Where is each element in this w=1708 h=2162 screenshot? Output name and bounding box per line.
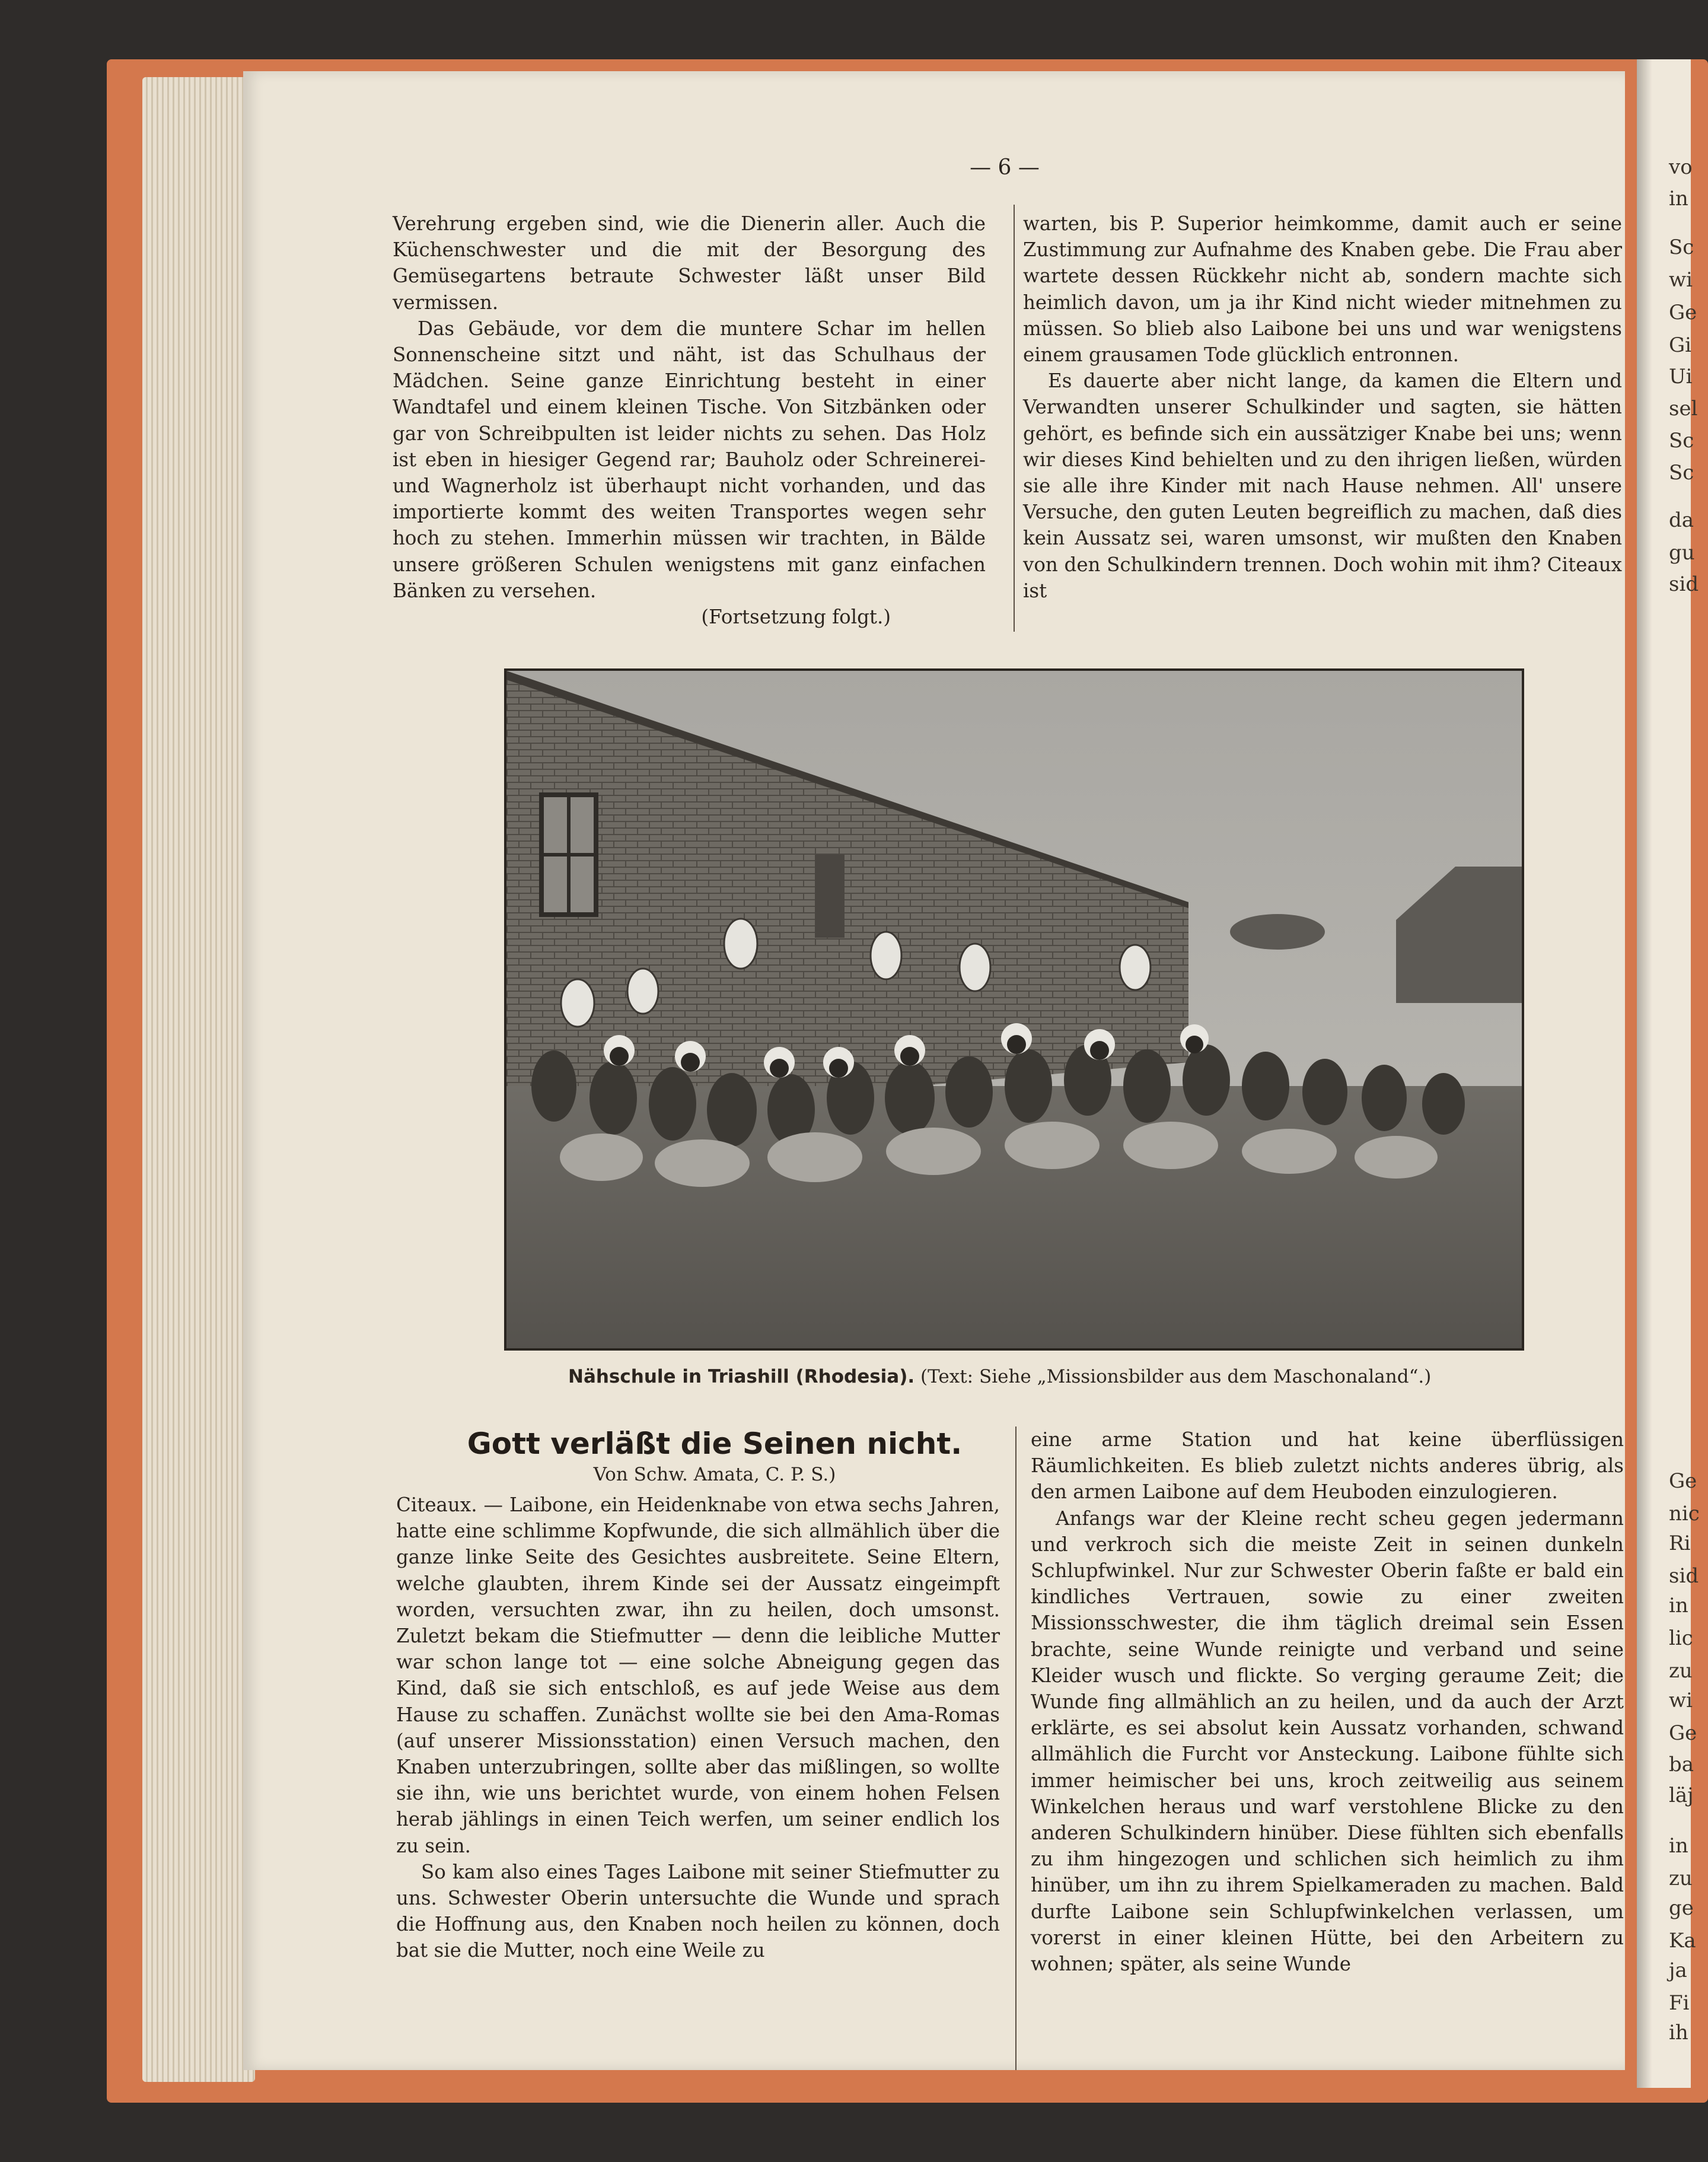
next-page-fragment: in — [1669, 1834, 1688, 1858]
paragraph: Verehrung ergeben sind, wie die Dienerin aller. Auch die Küchenschwester und die mit der Besorgung des Gemüsegartens betraute Schwester läßt unser Bild vermissen. — [393, 212, 986, 314]
next-page-fragment: Gi — [1669, 333, 1692, 357]
next-page-fragment: in — [1669, 1594, 1688, 1617]
next-page-fragment: wi — [1669, 268, 1693, 292]
next-page-fragment: sel — [1669, 397, 1698, 421]
next-page-fragment: ih — [1669, 2021, 1688, 2045]
next-page-edge — [1637, 59, 1700, 2088]
paragraph: So kam also eines Tages Laibone mit seiner Stiefmutter zu uns. Schwester Oberin untersuchte die Wunde und sprach die Hoffnung aus, den Knaben noch heilen zu können, doch bat sie die Mutter, noch eine Weile zu — [396, 1860, 1000, 1962]
paragraph: Citeaux. — Laibone, ein Heidenknabe von etwa sechs Jahren, hatte eine schlimme Kopfwunde, die sich allmählich über die ganze linke Seite des Gesichtes ausbreitete. Seine Eltern, welche glaubten, ihrem Kinde sei der Aussatz eingeimpft worden, versuchten zwar, ihn zu heilen, doch umsonst. Zuletzt bekam die Stiefmutter — denn die leibliche Mutter war schon lange tot — eine solche Abneigung gegen das Kind, daß sie sich entschloß, es auf jede Weise aus dem Hause zu schaffen. Zunächst wollte sie bei den Ama-Romas (auf unserer Missionsstation) einen Versuch machen, den Knaben unterzubringen, sollte aber das mißlingen, so wollte sie ihn, wie uns berichtet wurde, von einem hohen Felsen herab jählings in einen Teich werfen, um seiner endlich los zu sein. — [396, 1494, 1000, 1857]
next-page-fragment: ge — [1669, 1896, 1694, 1920]
bottom-left-column — [396, 1492, 1000, 1964]
next-page-fragment: Sc — [1669, 461, 1694, 485]
next-page-fragment: Ri — [1669, 1531, 1691, 1555]
gutter-shadow — [1637, 59, 1652, 2088]
next-page-fragment: gu — [1669, 541, 1695, 565]
next-page-fragment: ja — [1669, 1959, 1687, 1982]
column-divider — [1015, 1427, 1016, 2070]
article-byline: Von Schw. Amata, C. P. S.) — [593, 1464, 836, 1485]
photo-sewing-school — [504, 668, 1524, 1351]
next-page-fragment: zu — [1669, 1867, 1693, 1890]
page-number: — 6 — — [970, 155, 1040, 180]
next-page-fragment: nic — [1669, 1502, 1700, 1526]
next-page-fragment: zu — [1669, 1659, 1693, 1683]
next-page-fragment: Fi — [1669, 1991, 1690, 2015]
next-page-fragment: Ge — [1669, 1469, 1697, 1493]
article-title: Gott verläßt die Seinen nicht. — [467, 1427, 963, 1461]
caption-reference: (Text: Siehe „Missionsbilder aus dem Maschonaland“.) — [920, 1366, 1432, 1387]
next-page-fragment: lic — [1669, 1626, 1693, 1650]
next-page-fragment: läj — [1669, 1784, 1694, 1807]
next-page-fragment: Sc — [1669, 235, 1694, 259]
next-page-fragment: Ui — [1669, 365, 1693, 389]
continuation-note: (Fortsetzung folgt.) — [701, 606, 891, 629]
next-page-fragment: sid — [1669, 572, 1699, 596]
next-page-fragment: wi — [1669, 1689, 1693, 1712]
paragraph: eine arme Station und hat keine überflüssigen Räumlichkeiten. Es blieb zuletzt nichts anderes übrig, als den armen Laibone auf dem Heuboden einzulogieren. — [1031, 1428, 1624, 1504]
next-page-fragment: Sc — [1669, 429, 1694, 453]
caption-title: Nähschule in Triashill (Rhodesia). — [568, 1366, 915, 1387]
bottom-right-column — [1031, 1427, 1624, 1977]
top-left-column — [393, 211, 986, 630]
paragraph: Anfangs war der Kleine recht scheu gegen jedermann und verkroch sich die meiste Zeit in seinen dunkeln Schlupfwinkel. Nur zur Schwester Oberin faßte er bald ein kindliches Vertrauen, sowie zu einer zweiten Missionsschwester, die ihm täglich dreimal sein Essen brachte, seine Wunde reinigte und verband und seine Kleider wusch und flickte. So verging geraume Zeit; die Wunde fing allmählich an zu heilen, und da auch der Arzt erklärte, es sei absolut kein Aussatz vorhanden, schwand allmählich die Furcht vor Ansteckung. Laibone fühlte sich immer heimischer bei uns, kroch zeitweilig aus seinem Winkelchen heraus und warf verstohlene Blicke zu den anderen Schulkindern hinüber. Diese fühlten sich ebenfalls zu ihm hingezogen und schlichen sich heimlich zu ihm hinüber, um ihn zu ihrem Spielkameraden zu machen. Bald durfte Laibone sein Schlupfwinkelchen verlassen, um vorerst in einer kleinen Hütte, bei den Arbeitern zu wohnen; später, als seine Wunde — [1031, 1507, 1624, 1976]
paragraph: Es dauerte aber nicht lange, da kamen die Eltern und Verwandten unserer Schulkinder und sagten, sie hätten gehört, es befinde sich ein aussätziger Knabe bei uns; wenn wir dieses Kind behielten und zu den ihrigen ließen, würden sie alle ihre Kinder mit nach Hause nehmen. All' unsere Versuche, den guten Leuten begreiflich zu machen, daß dies kein Aussatz sei, waren umsonst, wir mußten den Knaben von den Schulkindern trennen. Doch wohin mit ihm? Citeaux ist — [1023, 370, 1622, 602]
next-page-fragment: sid — [1669, 1564, 1699, 1588]
next-page-fragment: Ge — [1669, 301, 1697, 324]
next-page-fragment: da — [1669, 508, 1694, 532]
column-divider — [1014, 205, 1015, 632]
next-page-fragment: Ka — [1669, 1929, 1696, 1953]
next-page-fragment: Ge — [1669, 1721, 1697, 1745]
next-page-fragment: ba — [1669, 1753, 1694, 1776]
next-page-fragment: in — [1669, 187, 1688, 211]
photo-illustration — [506, 671, 1522, 1348]
photo-caption — [568, 1366, 1517, 1387]
top-right-column — [1023, 211, 1622, 604]
paragraph: Das Gebäude, vor dem die muntere Schar im hellen Sonnenscheine sitzt und näht, ist das Schulhaus der Mädchen. Seine ganze Einrichtung besteht in einer Wandtafel und einem kleinen Tische. Von Sitzbänken oder gar von Schreibpulten ist leider nichts zu sehen. Das Holz ist eben in hiesiger Gegend rar; Bauholz oder Schreinerei- und Wagnerholz ist überhaupt nicht vorhanden, und das importierte kommt des weiten Transportes wegen sehr hoch zu stehen. Immerhin müssen wir trachten, in Bälde unsere größeren Schulen wenigstens mit ganz einfachen Bänken zu versehen. — [393, 317, 986, 602]
paragraph: warten, bis P. Superior heimkomme, damit auch er seine Zustimmung zur Aufnahme des Knaben gebe. Die Frau aber wartete dessen Rückkehr nicht ab, sondern machte sich heimlich davon, um ja ihr Kind nicht wieder mitnehmen zu müssen. So blieb also Laibone bei uns und war wenigstens einem grausamen Tode glücklich entronnen. — [1023, 212, 1622, 367]
page-edges — [142, 77, 255, 2082]
next-page-fragment: vo — [1669, 155, 1693, 179]
